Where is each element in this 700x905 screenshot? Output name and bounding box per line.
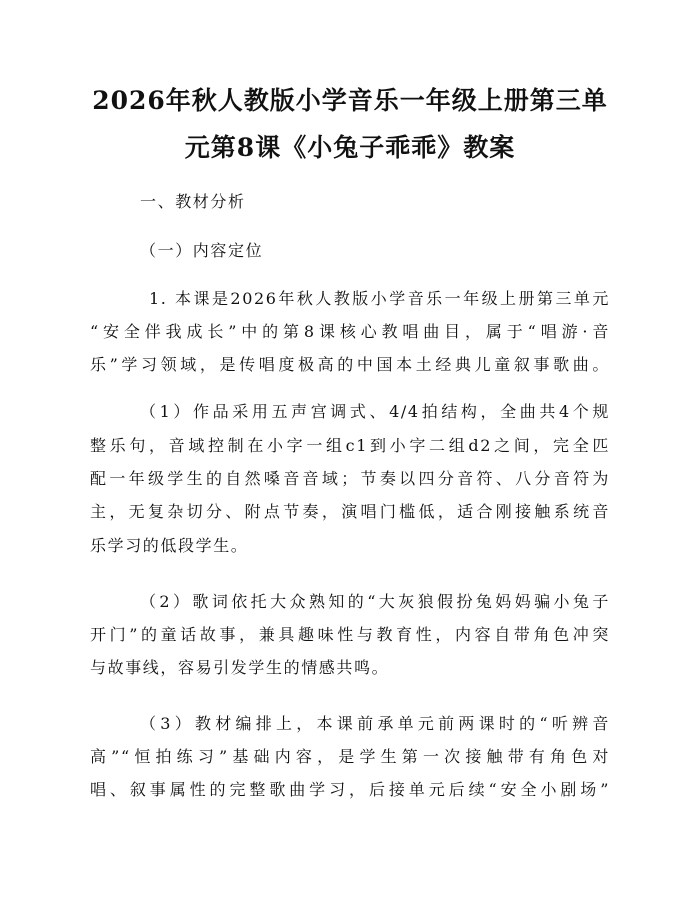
paragraph-4-line-3: 唱、叙事属性的完整歌曲学习，后接单元后续“安全小剧场”: [90, 780, 610, 799]
paragraph-1-line-1: 1. 本课是2026年秋人教版小学音乐一年级上册第三单元: [149, 289, 610, 308]
subsection-heading: （一）内容定位: [140, 241, 264, 260]
paragraph-2-line-2: 整乐句，音域控制在小字一组c1到小字二组d2之间，完全匹: [90, 436, 610, 455]
paragraph-3-line-2: 开门”的童话故事，兼具趣味性与教育性，内容自带角色冲突: [90, 625, 610, 644]
section-heading: 一、教材分析: [140, 192, 246, 211]
paragraph-1-line-3: 乐”学习领域，是传唱度极高的中国本土经典儿童叙事歌曲。: [90, 355, 610, 374]
paragraph-4-line-2: 高”“恒拍练习”基础内容，是学生第一次接触带有角色对: [90, 747, 610, 766]
paragraph-2-line-3: 配一年级学生的自然嗓音音域；节奏以四分音符、八分音符为: [90, 469, 610, 488]
paragraph-3-line-3: 与故事线，容易引发学生的情感共鸣。: [90, 658, 390, 677]
paragraph-1-line-2: “安全伴我成长”中的第8课核心教唱曲目，属于“唱游·音: [90, 322, 610, 341]
paragraph-4-line-1: （3）教材编排上，本课前承单元前两课时的“听辨音: [140, 714, 610, 733]
document-title-line-1: 2026年秋人教版小学音乐一年级上册第三单: [92, 86, 608, 115]
paragraph-2-line-1: （1）作品采用五声宫调式、4/4拍结构，全曲共4个规: [140, 402, 610, 421]
document-title-line-2: 元第8课《小兔子乖乖》教案: [184, 133, 516, 162]
paragraph-2-line-5: 乐学习的低段学生。: [90, 536, 249, 555]
paragraph-3-line-1: （2）歌词依托大众熟知的“大灰狼假扮兔妈妈骗小兔子: [140, 592, 610, 611]
paragraph-2-line-4: 主，无复杂切分、附点节奏，演唱门槛低，适合刚接触系统音: [90, 502, 610, 521]
